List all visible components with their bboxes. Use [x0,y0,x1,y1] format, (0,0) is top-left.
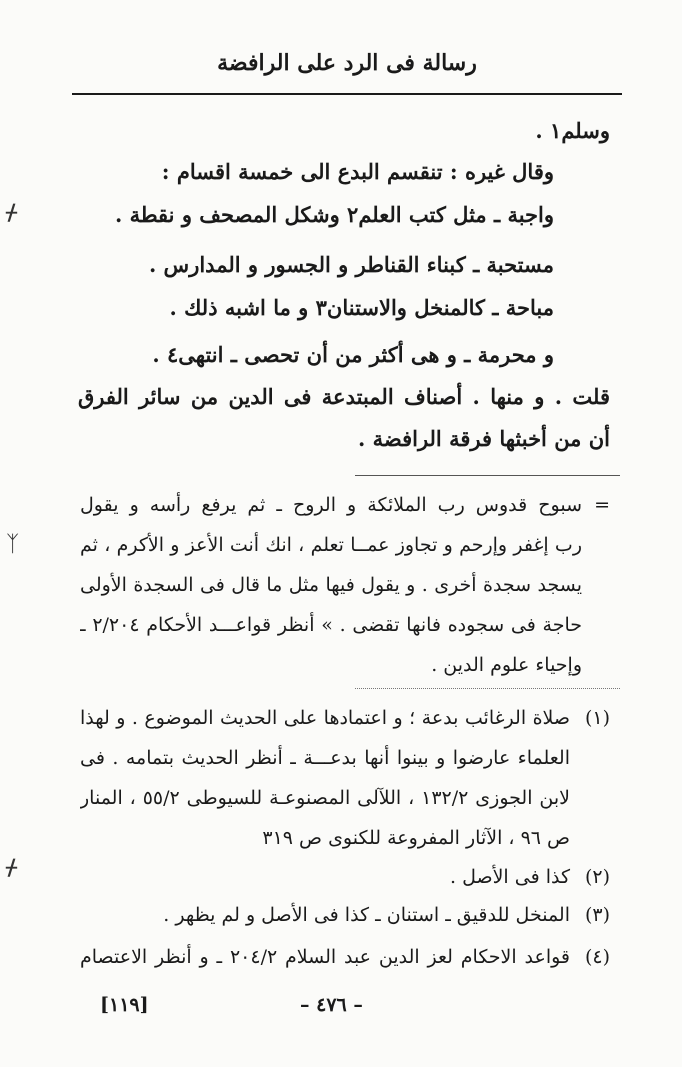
continued-note-line: سبوح قدوس رب الملائكة و الروح ـ ثم يرفع رأسه و يقول [80,494,582,516]
margin-mark: ᚋ [6,855,17,880]
footnote-number: (٤) [584,946,610,968]
body-line: واجبة ـ مثل كتب العلم٢ وشكل المصحف و نقطة . [114,202,554,227]
footnote-line: كذا فى الأصل . [449,866,570,888]
body-line: مباحة ـ كالمنخل والاستنان٣ و ما اشبه ذلك . [169,295,554,320]
body-line: قلت . و منها . أصناف المبتدعة فى الدين من سائر الفرق [78,384,610,409]
continued-note-line: يسجد سجدة أخرى . و يقول فيها مثل ما قال فى السجدة الأولى [80,574,582,596]
continued-note-marker: = [594,494,610,516]
footnote-line: ص ٩٦ ، الآثار المفروعة للكنوى ص ٣١٩ [262,827,570,849]
body-line: مستحبة ـ كبناء القناطر و الجسور و المدارس . [148,252,554,277]
footnote-number: (١) [584,707,610,729]
running-header: رسالة فى الرد على الرافضة [217,50,477,76]
footnote-line: المنخل للدقيق ـ استنان ـ كذا فى الأصل و لم يظهر . [163,904,570,926]
body-line: وسلم١ . [535,118,610,143]
margin-mark: ᛉ [6,532,20,557]
page-number: – ٤٧٦ – [300,994,363,1016]
footnote-number: (٣) [584,904,610,926]
header-rule [72,93,622,95]
footnote-number: (٢) [584,866,610,888]
footnote-line: قواعد الاحكام لعز الدين عبد السلام ٢٠٤/٢ ـ و أنظر الاعتصام [80,946,570,968]
continued-note-line: حاجة فى سجوده فانها تقضى . » أنظر قواعـــد الأحكام ٢/٢٠٤ ـ [80,614,582,636]
footnote-line: العلماء عارضوا و بينوا أنها بدعـــة ـ أنظر الحديث بتمامه . فى [80,747,570,769]
footnote-separator [355,475,620,476]
footnote-line: لابن الجوزى ١٣٢/٢ ، اللآلى المصنوعـة للسيوطى ٥٥/٢ ، المنار [80,787,570,809]
body-line: أن من أخبثها فرقة الرافضة . [357,426,610,451]
continued-note-line: رب إغفر وإرحم و تجاوز عمــا تعلم ، انك أنت الأعز و الأكرم ، ثم [80,534,582,556]
bracket-number: [١١٩] [100,994,149,1016]
body-line: وقال غيره : تنقسم البدع الى خمسة اقسام : [161,159,554,184]
note-divider [355,688,620,689]
footnote-line: صلاة الرغائب بدعة ؛ و اعتمادها على الحديث الموضوع . و لهذا [80,707,570,729]
margin-mark: ᚋ [6,200,17,225]
body-line: و محرمة ـ و هى أكثر من أن تحصى ـ انتهى٤ . [152,342,554,367]
continued-note-line: وإحياء علوم الدين . [431,654,582,676]
